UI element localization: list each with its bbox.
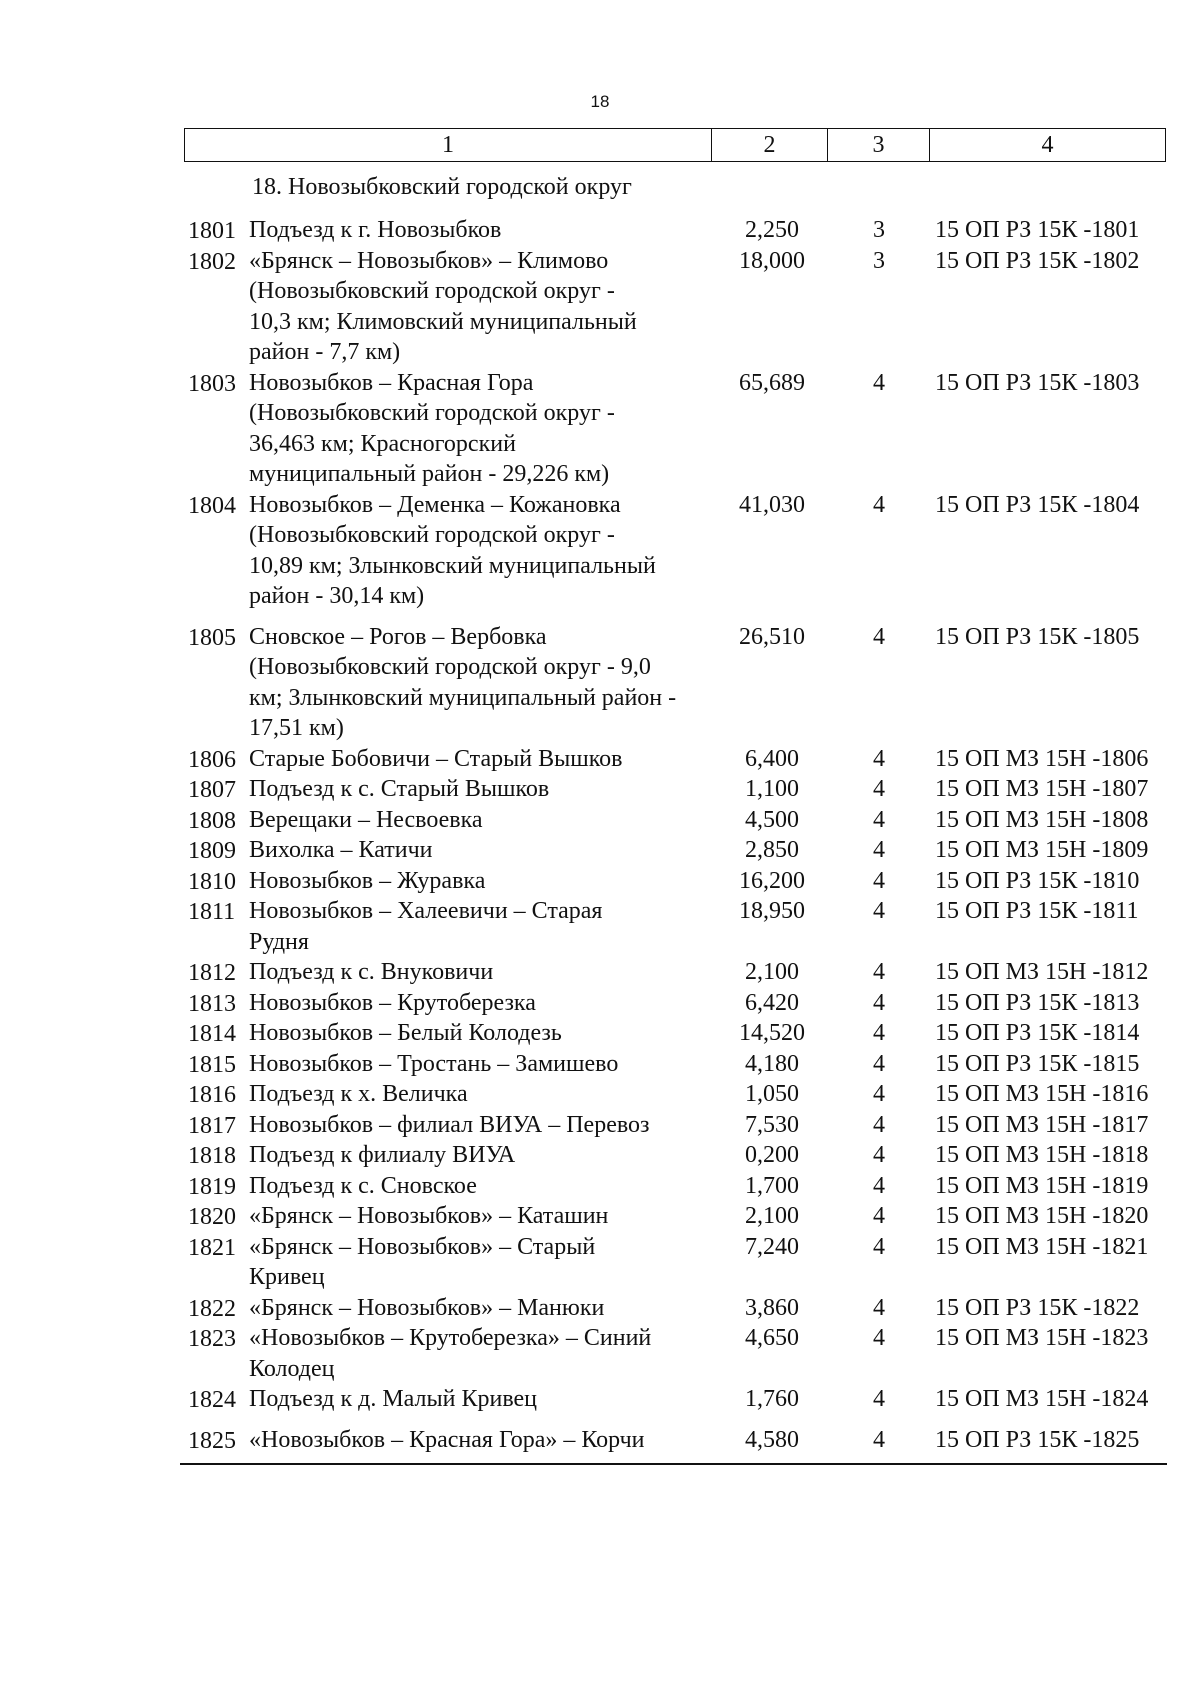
road-name [249, 805, 715, 836]
road-category: 4 [873, 1050, 885, 1077]
road-length: 1,100 [745, 776, 799, 802]
road-length: 2,100 [745, 1203, 799, 1229]
road-name [249, 490, 715, 612]
road-category: 4 [873, 1386, 885, 1412]
road-name-line: 36,463 км; Красногорский [249, 430, 516, 457]
road-name [249, 1110, 715, 1141]
road-name-line: Подъезд к д. Малый Кривец [249, 1386, 538, 1412]
row-number: 1801 [188, 218, 236, 244]
column-header-2: 2 [712, 129, 828, 162]
road-name-line: 10,3 км; Климовский муниципальный [249, 308, 637, 335]
table-row [0, 774, 1200, 805]
road-name-line: (Новозыбковский городской округ - 9,0 [249, 654, 651, 680]
row-number: 1814 [188, 1021, 236, 1047]
row-number: 1825 [188, 1427, 236, 1454]
road-code: 15 ОП РЗ 15К -1802 [935, 247, 1140, 274]
column-header-3: 3 [828, 129, 930, 162]
section-title: 18. Новозыбковский городской округ [252, 174, 632, 200]
table-row [0, 1171, 1200, 1202]
row-number: 1807 [188, 777, 236, 803]
table-row [0, 490, 1200, 612]
table-row [0, 1323, 1200, 1384]
road-name-line: Верещаки – Несвоевка [249, 806, 483, 833]
road-length: 18,000 [739, 247, 805, 274]
road-length: 2,100 [745, 959, 799, 985]
road-name-line: Кривец [249, 1264, 325, 1290]
road-name-line: Новозыбков – филиал ВИУА – Перевоз [249, 1111, 650, 1138]
row-number: 1810 [188, 868, 236, 895]
road-name-line: «Новозыбков – Красная Гора» – Корчи [249, 1426, 645, 1453]
road-name-line: 17,51 км) [249, 715, 344, 741]
road-category: 4 [873, 1081, 885, 1107]
row-number: 1803 [188, 370, 236, 397]
road-name-line: район - 30,14 км) [249, 583, 425, 609]
road-name [249, 215, 715, 246]
road-name [249, 835, 715, 866]
road-code: 15 ОП РЗ 15К -1804 [935, 491, 1140, 518]
road-category: 4 [873, 1111, 885, 1138]
road-code: 15 ОП МЗ 15Н -1808 [935, 806, 1149, 833]
road-name [249, 957, 715, 988]
road-category: 4 [873, 1203, 885, 1229]
road-category: 4 [873, 1233, 885, 1260]
road-category: 4 [873, 369, 885, 396]
road-name-line: Подъезд к х. Величка [249, 1081, 468, 1107]
row-number: 1823 [188, 1326, 236, 1352]
road-category: 4 [873, 837, 885, 863]
road-name-line: Подъезд к г. Новозыбков [249, 217, 502, 243]
road-name [249, 988, 715, 1019]
table-row [0, 896, 1200, 957]
row-number: 1805 [188, 624, 236, 651]
road-name-line: Новозыбков – Деменка – Кожановка [249, 491, 621, 518]
row-number: 1817 [188, 1112, 236, 1139]
road-length: 4,650 [745, 1325, 799, 1351]
road-name-line: Новозыбков – Тростань – Замишево [249, 1050, 619, 1077]
road-length: 4,180 [745, 1050, 799, 1077]
road-length: 14,520 [739, 1020, 805, 1046]
road-category: 4 [873, 989, 885, 1016]
road-name-line: «Новозыбков – Крутоберезка» – Синий [249, 1325, 652, 1351]
road-name-line: «Брянск – Новозыбков» – Климово [249, 247, 609, 274]
row-number: 1819 [188, 1173, 236, 1200]
road-name-line: Сновское – Рогов – Вербовка [249, 623, 547, 650]
road-category: 4 [873, 1294, 885, 1321]
road-length: 1,050 [745, 1081, 799, 1107]
road-length: 16,200 [739, 867, 805, 894]
road-name-line: «Брянск – Новозыбков» – Старый [249, 1233, 596, 1260]
road-category: 3 [873, 247, 885, 274]
table-row [0, 957, 1200, 988]
table-row [0, 988, 1200, 1019]
road-name-line: км; Злынковский муниципальный район - [249, 684, 677, 711]
road-length: 41,030 [739, 491, 805, 518]
road-name [249, 1293, 715, 1324]
row-number: 1820 [188, 1204, 236, 1230]
road-length: 4,500 [745, 806, 799, 833]
road-name-line: Новозыбков – Белый Колодезь [249, 1020, 562, 1046]
road-category: 4 [873, 745, 885, 772]
road-code: 15 ОП РЗ 15К -1815 [935, 1050, 1140, 1077]
road-length: 3,860 [745, 1294, 799, 1321]
road-length: 0,200 [745, 1142, 799, 1168]
road-name [249, 1323, 715, 1384]
table-row [0, 1425, 1200, 1456]
road-code: 15 ОП МЗ 15Н -1821 [935, 1233, 1149, 1260]
road-name [249, 1018, 715, 1049]
road-name-line: Новозыбков – Красная Гора [249, 369, 534, 396]
road-code: 15 ОП МЗ 15Н -1824 [935, 1386, 1149, 1412]
road-name-line: Новозыбков – Халеевичи – Старая [249, 898, 603, 924]
road-code: 15 ОП МЗ 15Н -1807 [935, 776, 1149, 802]
road-length: 6,400 [745, 745, 799, 772]
road-category: 4 [873, 1020, 885, 1046]
table-row [0, 744, 1200, 775]
road-name-line: Подъезд к с. Сновское [249, 1172, 477, 1199]
table-row [0, 1140, 1200, 1171]
road-length: 2,250 [745, 217, 799, 243]
table-bottom-rule [180, 1463, 1167, 1465]
road-name-line: (Новозыбковский городской округ - [249, 400, 615, 426]
row-number: 1809 [188, 838, 236, 864]
page-number: 18 [590, 92, 610, 111]
table-row [0, 835, 1200, 866]
road-name-line: Вихолка – Катичи [249, 837, 433, 863]
road-code: 15 ОП МЗ 15Н -1816 [935, 1081, 1149, 1107]
road-name-line: «Брянск – Новозыбков» – Манюки [249, 1294, 605, 1321]
road-category: 4 [873, 867, 885, 894]
road-name [249, 774, 715, 805]
row-number: 1824 [188, 1387, 236, 1413]
table-row [0, 1018, 1200, 1049]
road-code: 15 ОП МЗ 15Н -1819 [935, 1172, 1149, 1199]
table-row [0, 1079, 1200, 1110]
row-number: 1811 [188, 899, 236, 925]
road-name [249, 1232, 715, 1293]
road-category: 4 [873, 959, 885, 985]
road-name [249, 896, 715, 957]
road-code: 15 ОП РЗ 15К -1810 [935, 867, 1140, 894]
row-number: 1804 [188, 492, 236, 519]
road-name-line: Подъезд к филиалу ВИУА [249, 1142, 516, 1168]
road-name [249, 246, 715, 368]
table-row [0, 805, 1200, 836]
road-category: 4 [873, 491, 885, 518]
road-name-line: Подъезд к с. Внуковичи [249, 959, 494, 985]
road-name [249, 1201, 715, 1232]
road-name-line: Подъезд к с. Старый Вышков [249, 776, 550, 802]
road-code: 15 ОП МЗ 15Н -1812 [935, 959, 1149, 985]
column-header-1: 1 [185, 129, 712, 162]
road-name [249, 622, 715, 744]
road-name-line: муниципальный район - 29,226 км) [249, 461, 610, 487]
road-name [249, 1171, 715, 1202]
road-category: 4 [873, 1142, 885, 1168]
road-code: 15 ОП РЗ 15К -1813 [935, 989, 1140, 1016]
road-length: 18,950 [739, 898, 805, 924]
table-row [0, 215, 1200, 246]
road-code: 15 ОП МЗ 15Н -1809 [935, 837, 1149, 863]
road-name [249, 866, 715, 897]
table-row [0, 1201, 1200, 1232]
road-name [249, 368, 715, 490]
table-row [0, 1110, 1200, 1141]
road-code: 15 ОП РЗ 15К -1811 [935, 898, 1139, 924]
road-name [249, 1425, 715, 1456]
table-row [0, 866, 1200, 897]
road-length: 65,689 [739, 369, 805, 396]
road-name-line: район - 7,7 км) [249, 339, 401, 365]
road-name [249, 1079, 715, 1110]
road-category: 4 [873, 1172, 885, 1199]
road-length: 6,420 [745, 989, 799, 1016]
table-row [0, 368, 1200, 490]
road-name-line: 10,89 км; Злынковский муниципальный [249, 552, 656, 579]
table-row [0, 1232, 1200, 1293]
road-code: 15 ОП МЗ 15Н -1817 [935, 1111, 1149, 1138]
road-length: 7,240 [745, 1233, 799, 1260]
road-name [249, 1384, 715, 1415]
row-number: 1815 [188, 1051, 236, 1078]
road-category: 3 [873, 217, 885, 243]
road-code: 15 ОП МЗ 15Н -1818 [935, 1142, 1149, 1168]
road-category: 4 [873, 623, 885, 650]
road-code: 15 ОП РЗ 15К -1801 [935, 217, 1140, 243]
road-category: 4 [873, 898, 885, 924]
road-list [0, 215, 1200, 1455]
row-number: 1818 [188, 1143, 236, 1169]
road-name-line: Рудня [249, 928, 309, 955]
road-category: 4 [873, 806, 885, 833]
road-name-line: (Новозыбковский городской округ - [249, 278, 615, 304]
column-header-4: 4 [930, 129, 1166, 162]
road-code: 15 ОП МЗ 15Н -1820 [935, 1203, 1149, 1229]
row-number: 1822 [188, 1295, 236, 1322]
table-row [0, 622, 1200, 744]
road-length: 1,700 [745, 1172, 799, 1199]
road-category: 4 [873, 1426, 885, 1453]
table-row [0, 246, 1200, 368]
column-header-table [184, 128, 1166, 162]
road-length: 7,530 [745, 1111, 799, 1138]
road-name-line: Новозыбков – Крутоберезка [249, 989, 536, 1016]
road-name-line: (Новозыбковский городской округ - [249, 522, 615, 548]
road-length: 4,580 [745, 1426, 799, 1453]
row-number: 1802 [188, 248, 236, 275]
table-row [0, 1049, 1200, 1080]
row-number: 1813 [188, 990, 236, 1017]
road-name-line: Новозыбков – Журавка [249, 867, 486, 894]
road-category: 4 [873, 776, 885, 802]
road-length: 26,510 [739, 623, 805, 650]
road-code: 15 ОП МЗ 15Н -1823 [935, 1325, 1149, 1351]
road-code: 15 ОП РЗ 15К -1822 [935, 1294, 1140, 1321]
row-number: 1808 [188, 807, 236, 834]
road-name [249, 744, 715, 775]
road-code: 15 ОП РЗ 15К -1814 [935, 1020, 1140, 1046]
road-category: 4 [873, 1325, 885, 1351]
road-name-line: Старые Бобовичи – Старый Вышков [249, 745, 623, 772]
row-number: 1812 [188, 960, 236, 986]
road-length: 1,760 [745, 1386, 799, 1412]
road-name [249, 1049, 715, 1080]
row-number: 1821 [188, 1234, 236, 1261]
road-code: 15 ОП РЗ 15К -1805 [935, 623, 1140, 650]
table-row [0, 1384, 1200, 1415]
road-name-line: «Брянск – Новозыбков» – Каташин [249, 1203, 609, 1229]
road-code: 15 ОП РЗ 15К -1803 [935, 369, 1140, 396]
row-number: 1816 [188, 1082, 236, 1108]
table-row [0, 1293, 1200, 1324]
road-name-line: Колодец [249, 1355, 335, 1382]
row-number: 1806 [188, 746, 236, 773]
road-length: 2,850 [745, 837, 799, 863]
road-name [249, 1140, 715, 1171]
road-code: 15 ОП МЗ 15Н -1806 [935, 745, 1149, 772]
road-code: 15 ОП РЗ 15К -1825 [935, 1426, 1140, 1453]
